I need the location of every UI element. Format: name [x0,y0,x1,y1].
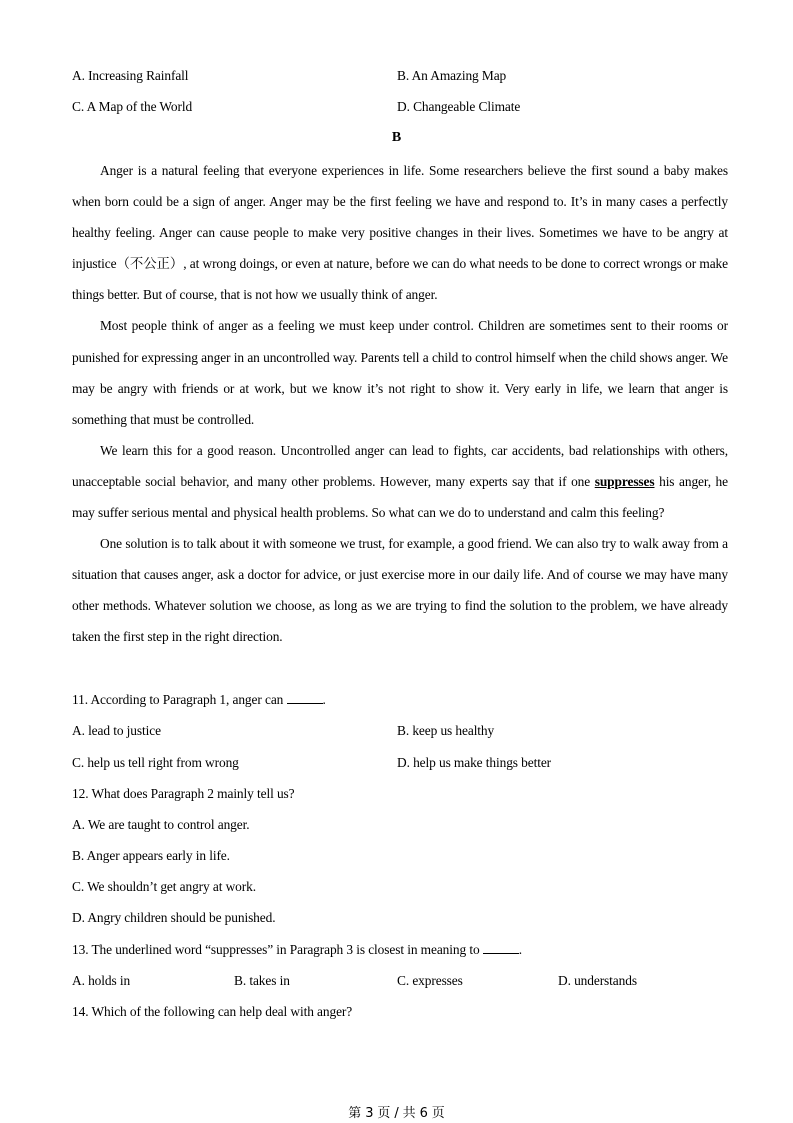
prev-option-c: C. A Map of the World [72,99,193,114]
paragraph-3-after: his anger, he may suffer serious mental and physical health problems. So what can we do to understand and calm this feeling? [72,473,728,521]
prev-option-b: B. An Amazing Map [397,68,507,83]
q11-option-c: C. help us tell right from wrong [72,755,239,770]
q12-option-a: A. We are taught to control anger. [72,817,250,832]
q12-stem: 12. What does Paragraph 2 mainly tell us? [72,786,295,801]
q12-option-d: D. Angry children should be punished. [72,910,276,925]
q13-option-b: B. takes in [234,973,290,988]
paragraph-1: Anger is a natural feeling that everyone experiences in life. Some researchers believe the first sound a baby makes when born could be a sign of anger. Anger may be the first feeling we have and respond to. It’s in many cases a perfectly healthy feeling. Anger can cause people to make very positive changes in their lives. Sometimes we have to be angry at injustice（不公正）, at wrong doings, or even at nature, before we can do what needs to be done to correct wrongs or make things better. But of course, that is not how we usually think of anger. [72,163,728,303]
section-title: B [391,130,402,145]
prev-option-d: D. Changeable Climate [397,99,521,114]
q13-option-d: D. understands [558,973,637,988]
paragraph-3 [72,435,728,528]
paragraph-4: One solution is to talk about it with someone we trust, for example, a good friend. We can also try to walk away from a situation that causes anger, ask a doctor for advice, or just exercise more in our daily life. And of course we may have many other methods. Whatever solution we choose, as long as we are trying to find the solution to the problem, we have already taken the first step in the right direction. [72,536,728,645]
q13-option-c: C. expresses [397,973,463,988]
prev-option-a: A. Increasing Rainfall [72,68,189,83]
q14-stem: 14. Which of the following can help deal with anger? [72,1004,353,1019]
q11-option-b: B. keep us healthy [397,723,495,738]
q11-stem: 11. According to Paragraph 1, anger can . [72,692,326,707]
paragraph-3-before: We learn this for a good reason. Uncontrolled anger can lead to fights, car accidents, bad relationships with others, unacceptable social behavior, and many other problems. However, many experts say that if one [72,442,728,489]
underlined-word: suppresses [594,473,655,489]
q11-option-d: D. help us make things better [397,755,552,770]
q12-option-b: B. Anger appears early in life. [72,848,230,863]
q13-option-a: A. holds in [72,973,131,988]
paragraph-2: Most people think of anger as a feeling we must keep under control. Children are sometimes sent to their rooms or punished for expressing anger in an uncontrolled way. Parents tell a child to control himself when the child shows anger. We may be angry with friends or at work, but we know it’s not right to show it. Very early in life, we learn that anger is something that must be controlled. [72,318,728,427]
q11-option-a: A. lead to justice [72,723,161,738]
passage [72,155,728,653]
q13-stem: 13. The underlined word “suppresses” in Paragraph 3 is closest in meaning to . [72,942,523,957]
q12-option-c: C. We shouldn’t get angry at work. [72,879,256,894]
page-footer: 第 3 页 / 共 6 页 [348,1106,445,1121]
